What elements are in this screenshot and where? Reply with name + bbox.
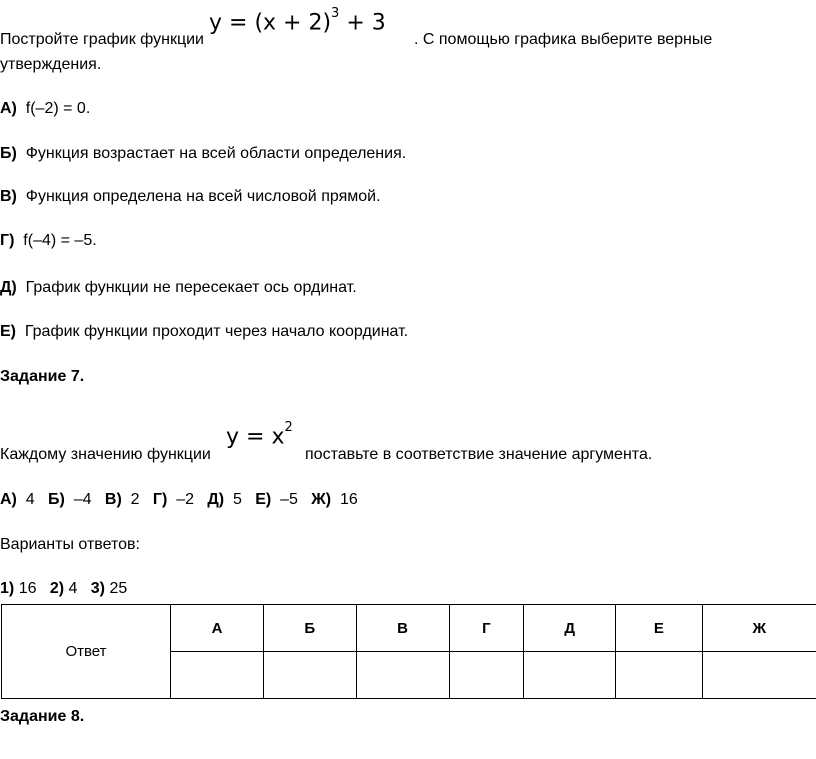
answer-cell-b[interactable] <box>264 652 357 699</box>
answer-table <box>1 604 816 699</box>
statement-g <box>0 232 97 250</box>
task6-intro-before: Постройте график функции <box>0 31 204 48</box>
statement-text: График функции проходит через начало координат. <box>24 323 409 340</box>
answer-header-v: В <box>356 605 449 652</box>
statement-b <box>0 145 406 163</box>
answer-cell-e[interactable] <box>616 652 703 699</box>
answer-cell-a[interactable] <box>171 652 264 699</box>
answer-cell-v[interactable] <box>356 652 449 699</box>
task7-intro-after: поставьте в соответствие значение аргумента. <box>305 446 653 463</box>
task6-intro-after: . С помощью графика выберите верные <box>414 31 713 48</box>
statement-letter: Е) <box>0 323 16 340</box>
task6-formula: $y = (x + 2)^3 + 3$ <box>209 6 386 36</box>
statement-text: Функция определена на всей числовой прямой. <box>25 188 381 205</box>
task7-title: Задание 7. <box>0 368 85 385</box>
statement-letter: В) <box>0 188 17 205</box>
statement-letter: А) <box>0 100 17 117</box>
statement-d <box>0 279 357 297</box>
answer-cell-g[interactable] <box>449 652 524 699</box>
statement-e <box>0 323 408 341</box>
answer-cell-zh[interactable] <box>702 652 816 699</box>
statement-text: Функция возрастает на всей области определения. <box>25 145 407 162</box>
task6-intro-line1 <box>0 31 204 49</box>
task7-intro-before: Каждому значению функции <box>0 446 211 463</box>
statement-letter: Д) <box>0 279 17 296</box>
answer-cell-d[interactable] <box>524 652 616 699</box>
answer-header-e: Е <box>616 605 703 652</box>
task7-formula: $y = x^2$ <box>226 420 293 450</box>
answer-header-b: Б <box>264 605 357 652</box>
statement-v <box>0 188 381 206</box>
task6-intro-line2: утверждения. <box>0 56 102 73</box>
answer-header-d: Д <box>524 605 616 652</box>
task8-title: Задание 8. <box>0 708 85 725</box>
statement-letter: Б) <box>0 145 17 162</box>
statement-text: График функции не пересекает ось ординат. <box>25 279 357 296</box>
statement-text: f(–4) = –5. <box>23 232 97 249</box>
variants-label: Варианты ответов: <box>0 536 140 553</box>
answer-header-g: Г <box>449 605 524 652</box>
variants-line: 1) 16 2) 4 3) 25 <box>0 580 128 597</box>
statement-text: f(–2) = 0. <box>25 100 91 117</box>
answer-header-zh: Ж <box>702 605 816 652</box>
task7-values-line: А) 4 Б) –4 В) 2 Г) –2 Д) 5 Е) –5 Ж) 16 <box>0 491 358 508</box>
statement-letter: Г) <box>0 232 15 249</box>
answer-header-a: А <box>171 605 264 652</box>
statement-a <box>0 100 90 118</box>
answer-row-label: Ответ <box>2 605 171 699</box>
